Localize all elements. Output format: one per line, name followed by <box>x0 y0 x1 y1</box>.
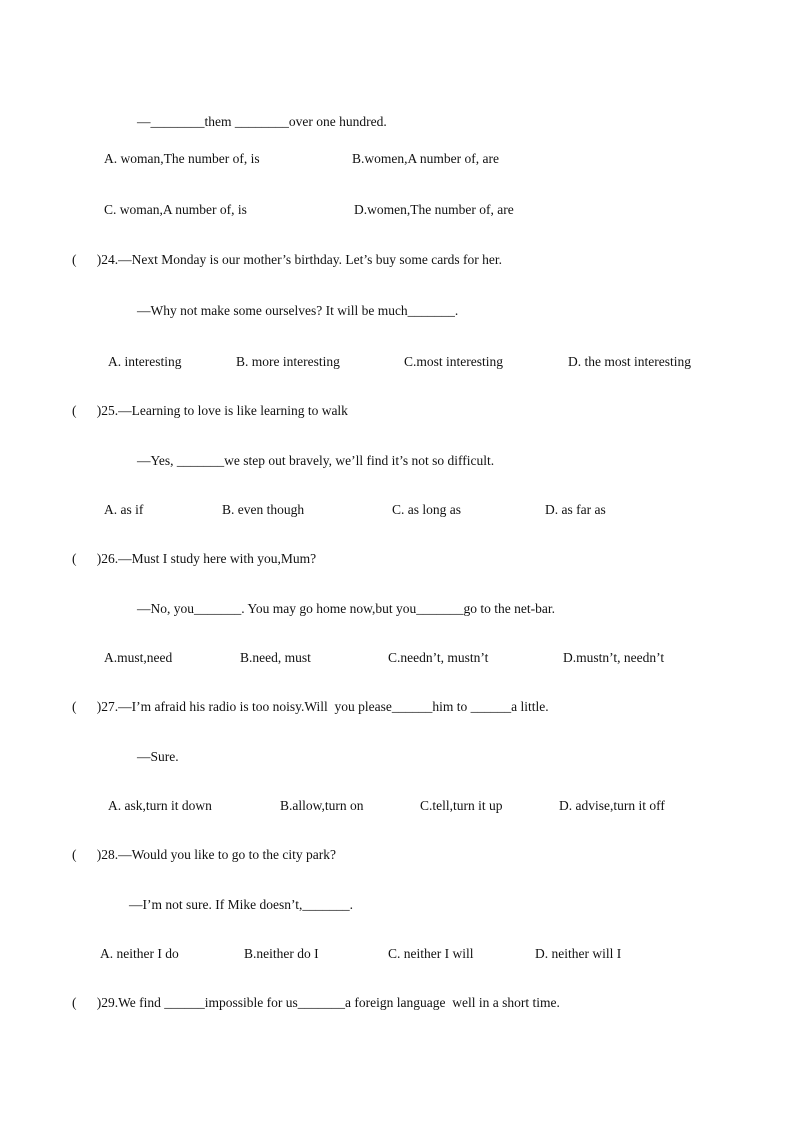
q27-option-a: A. ask,turn it down <box>108 798 212 813</box>
q25-option-c: C. as long as <box>392 502 461 517</box>
q24-reply: —Why not make some ourselves? It will be much_______. <box>137 303 459 318</box>
q24-option-a: A. interesting <box>108 354 182 369</box>
q23-option-d: D.women,The number of, are <box>354 202 514 217</box>
q26-option-a: A.must,need <box>104 650 173 665</box>
q27-option-d: D. advise,turn it off <box>559 798 665 813</box>
q28-stem: ( )28.—Would you like to go to the city park? <box>72 847 336 862</box>
q23-reply: —________them ________over one hundred. <box>137 114 387 129</box>
q23-option-a: A. woman,The number of, is <box>104 151 260 166</box>
q25-option-a: A. as if <box>104 502 144 517</box>
q27-stem: ( )27.—I’m afraid his radio is too noisy.Will you please______him to ______a little. <box>72 699 549 714</box>
q29-stem: ( )29.We find ______impossible for us_______a foreign language well in a short time. <box>72 995 560 1010</box>
q25-option-d: D. as far as <box>545 502 606 517</box>
q26-stem: ( )26.—Must I study here with you,Mum? <box>72 551 317 566</box>
q24-option-b: B. more interesting <box>236 354 340 369</box>
q26-option-c: C.needn’t, mustn’t <box>388 650 489 665</box>
q27-option-c: C.tell,turn it up <box>420 798 503 813</box>
q28-option-d: D. neither will I <box>535 946 622 961</box>
q23-option-c: C. woman,A number of, is <box>104 202 247 217</box>
q28-option-c: C. neither I will <box>388 946 474 961</box>
q24-option-c: C.most interesting <box>404 354 503 369</box>
q24-option-d: D. the most interesting <box>568 354 691 369</box>
q25-reply: —Yes, _______we step out bravely, we’ll find it’s not so difficult. <box>137 453 495 468</box>
q26-option-b: B.need, must <box>240 650 311 665</box>
q26-option-d: D.mustn’t, needn’t <box>563 650 665 665</box>
q28-option-b: B.neither do I <box>244 946 319 961</box>
q27-reply: —Sure. <box>137 749 179 764</box>
q26-reply: —No, you_______. You may go home now,but you_______go to the net-bar. <box>137 601 555 616</box>
q28-option-a: A. neither I do <box>100 946 179 961</box>
q23-option-b: B.women,A number of, are <box>352 151 499 166</box>
q24-stem: ( )24.—Next Monday is our mother’s birthday. Let’s buy some cards for her. <box>72 252 503 267</box>
q28-reply: —I’m not sure. If Mike doesn’t,_______. <box>129 897 353 912</box>
q25-stem: ( )25.—Learning to love is like learning to walk <box>72 403 348 418</box>
q25-option-b: B. even though <box>222 502 305 517</box>
q27-option-b: B.allow,turn on <box>280 798 364 813</box>
